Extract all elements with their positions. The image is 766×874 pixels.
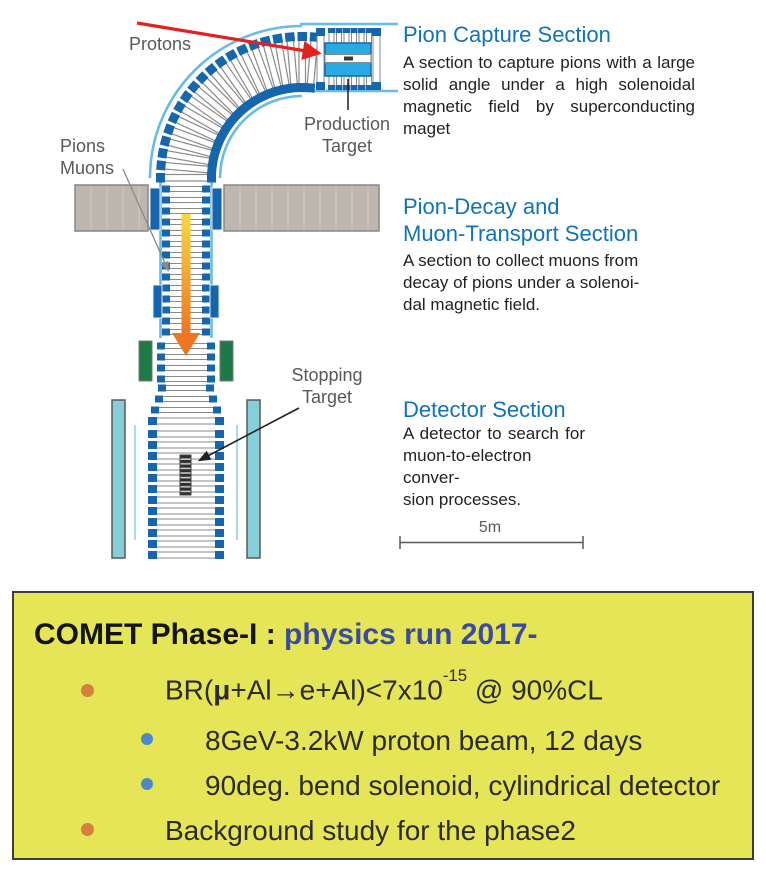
scale-label: 5m: [478, 519, 502, 536]
section-body-pion-capture: A section to capture pions with a large solid angle under a high solenoidal magnetic field by superconducting maget: [403, 53, 695, 138]
stopping-target-label-line1: Stopping: [291, 365, 363, 385]
section-title-detector: Detector Section: [403, 397, 566, 422]
subbullet-proton-beam: 8GeV-3.2kW proton beam, 12 days: [205, 725, 643, 756]
matching-cone-coils: [148, 385, 224, 426]
scale-bar: [400, 536, 583, 549]
pions-label: Pions: [60, 136, 106, 156]
production-target-label-line2: Target: [321, 136, 373, 156]
infobox-title-black: COMET Phase-I :: [34, 618, 276, 651]
infobox-title: [34, 618, 538, 652]
section-body-detector: A detector to search for muon-to-electron conver- sion processes.: [403, 424, 585, 509]
stopping-target: [180, 455, 191, 495]
section-title-pion-decay: Pion-Decay and Muon-Transport Section: [403, 194, 639, 246]
production-target-label-line1: Production: [303, 114, 391, 134]
muons-label: Muons: [60, 158, 115, 178]
pion-capture-solenoid: [316, 28, 381, 110]
subbullet-dot-blue: [141, 733, 153, 745]
subbullet-bend-solenoid: 90deg. bend solenoid, cylindrical detector: [205, 770, 721, 801]
section-body-pion-decay: A section to collect muons from decay of pions under a solenoi- dal magnetic field.: [403, 251, 640, 314]
stopping-target-label-line2: Target: [301, 387, 353, 407]
bullet-dot-orange: [81, 823, 94, 836]
section-title-pion-capture: Pion Capture Section: [403, 22, 611, 47]
infobox-title-blue: physics run 2017-: [284, 618, 538, 651]
bullet-br-limit: $BR(\mu+Al\to e+Al)<7x10^{-15}$ @ 90%CL: [165, 666, 603, 706]
production-target: [344, 57, 353, 61]
bullet-background-study: Background study for the phase2: [165, 815, 576, 846]
comet-phase1-infobox: [12, 591, 754, 860]
bullet-dot-orange: [81, 684, 94, 697]
subbullet-dot-blue: [141, 778, 153, 790]
bend-solenoid-coils: [156, 32, 320, 183]
protons-label: Protons: [128, 34, 192, 54]
shielding-wall: [75, 185, 379, 231]
